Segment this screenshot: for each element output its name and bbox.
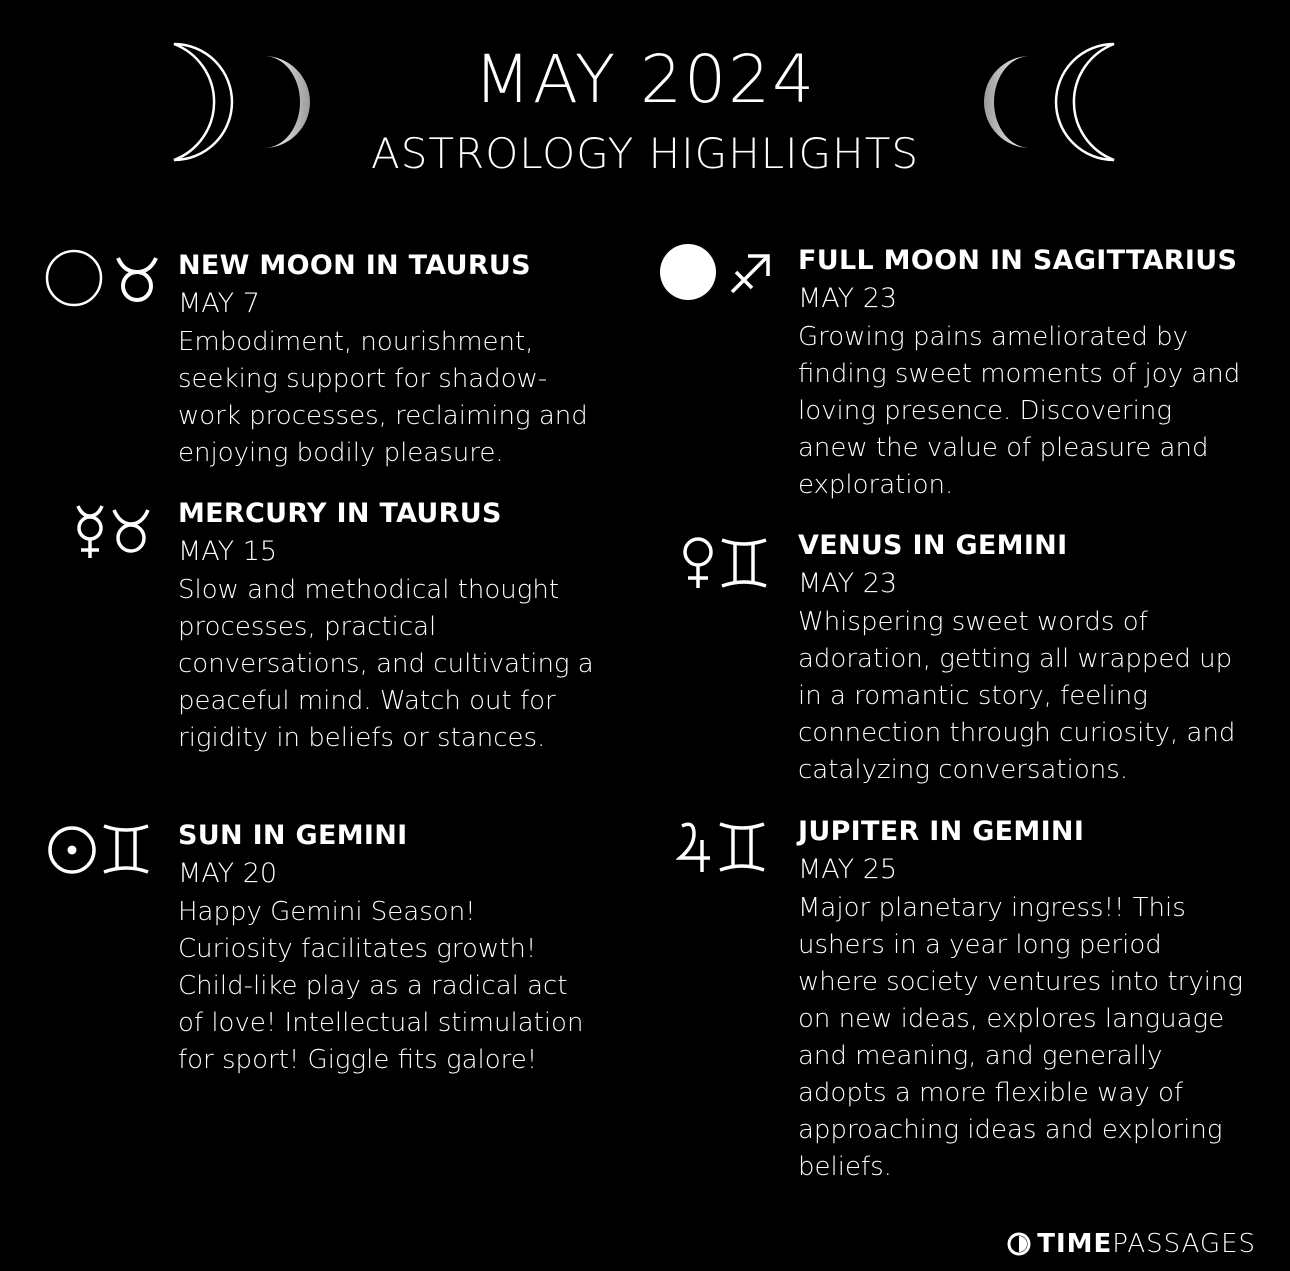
brand-name-bold: TIME [1037,1229,1113,1259]
event-sun-gemini [178,818,598,1079]
event-description: Growing pains ameliorated by finding sweet moments of joy and loving presence. Discovering anew the value of pleasure and exploration. [798,322,1241,500]
event-new-moon-taurus [178,248,598,472]
jupiter-gemini-glyphs [676,816,768,876]
taurus-icon [112,248,162,308]
page-title: MAY 2024 [473,41,817,118]
event-jupiter-gemini [798,814,1248,1186]
event-description: Major planetary ingress!! This ushers in a year long period where society ventures into trying on new ideas, explores language and meaning, and generally adopts a more flexible way of approaching ideas and exploring beliefs. [798,893,1244,1182]
gemini-icon [718,532,770,592]
sun-icon [46,818,98,878]
event-date: MAY 20 [178,858,278,889]
event-date: MAY 23 [798,568,898,599]
venus-gemini-glyphs [680,532,770,592]
full-moon-icon [658,242,718,302]
crescent-moon-outline-icon [1038,40,1128,165]
sun-gemini-glyphs [46,818,152,878]
sagittarius-icon [724,242,774,302]
page-subtitle: ASTROLOGY HIGHLIGHTS [370,129,920,178]
event-heading: SUN IN GEMINI [178,820,408,851]
event-date: MAY 25 [798,854,898,885]
jupiter-icon [676,816,714,876]
brand-name-light: PASSAGES [1112,1229,1256,1259]
event-date: MAY 15 [178,536,278,567]
event-description: Whispering sweet words of adoration, getting all wrapped up in a romantic story, feeling connection through curiosity, and catalyzing conversations. [798,607,1236,785]
event-description: Slow and methodical thought processes, practical conversations, and cultivating a peaceful mind. Watch out for rigidity in beliefs or stances. [178,575,594,753]
event-description: Happy Gemini Season! Curiosity facilitates growth! Child-like play as a radical act of love! Intellectual stimulation for sport! Giggle fits galore! [178,897,584,1075]
new-moon-taurus-glyphs [44,248,162,308]
brand-logo [1007,1229,1256,1259]
moon-logo-icon [1007,1232,1031,1256]
mercury-taurus-glyphs [72,502,152,562]
crescent-moon-outline-icon [160,40,250,165]
new-moon-icon [44,248,104,308]
mercury-icon [72,502,108,562]
event-heading: FULL MOON IN SAGITTARIUS [798,245,1238,276]
event-description: Embodiment, nourishment, seeking support for shadow-work processes, reclaiming and enjoying bodily pleasure. [178,327,588,468]
event-full-moon-sagittarius [798,243,1248,504]
venus-icon [680,532,716,592]
full-moon-sagittarius-glyphs [658,242,774,302]
event-date: MAY 23 [798,283,898,314]
event-mercury-taurus [178,496,598,757]
event-heading: MERCURY IN TAURUS [178,498,502,529]
event-heading: VENUS IN GEMINI [798,530,1068,561]
event-date: MAY 7 [178,288,260,319]
event-heading: JUPITER IN GEMINI [798,816,1085,847]
gemini-icon [716,816,768,876]
event-venus-gemini [798,528,1248,789]
crescent-moon-filled-icon [966,52,1036,152]
crescent-moon-filled-icon [258,52,328,152]
gemini-icon [100,818,152,878]
event-heading: NEW MOON IN TAURUS [178,250,531,281]
taurus-icon [110,502,152,562]
